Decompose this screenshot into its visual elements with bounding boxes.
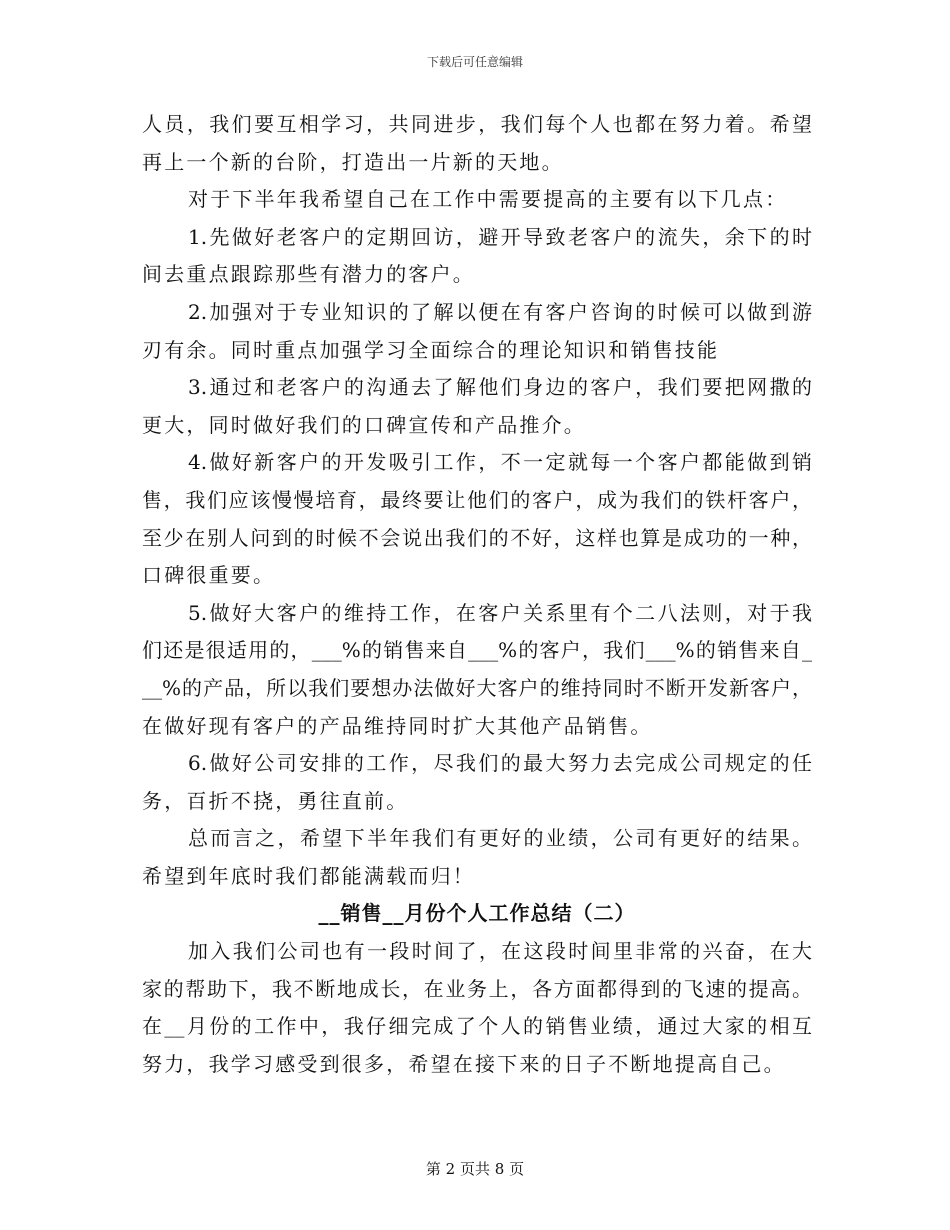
text-line: 6.做好公司安排的工作，尽我们的最大努力去完成公司规定的任 xyxy=(188,751,812,776)
text-line: 在__月份的工作中，我仔细完成了个人的销售业绩，通过大家的相互 xyxy=(142,1014,812,1039)
text-line: 们还是很适用的，___%的销售来自___%的客户，我们___%的销售来自_ xyxy=(142,638,812,663)
paragraph-block-section-two xyxy=(142,933,812,1083)
text-line: 人员，我们要互相学习，共同进步，我们每个人也都在努力着。希望 xyxy=(142,112,812,136)
text-line: 努力，我学习感受到很多，希望在接下来的日子不断地提高自己。 xyxy=(142,1051,786,1076)
text-line: 总而言之，希望下半年我们有更好的业绩，公司有更好的结果。 xyxy=(188,826,812,851)
text-line: 更大，同时做好我们的口碑宣传和产品推介。 xyxy=(142,412,586,437)
section-title: __销售__月份个人工作总结（二） xyxy=(318,901,636,926)
text-line: 间去重点跟踪那些有潜力的客户。 xyxy=(142,262,475,287)
text-line: 1.先做好老客户的定期回访，避开导致老客户的流失，余下的时 xyxy=(188,224,812,249)
text-line: 务，百折不挠，勇往直前。 xyxy=(142,788,409,813)
text-line: 售，我们应该慢慢培育，最终要让他们的客户，成为我们的铁杆客户， xyxy=(142,487,812,512)
text-line: 在做好现有客户的产品维持同时扩大其他产品销售。 xyxy=(142,713,653,738)
text-line: 加入我们公司也有一段时间了，在这段时间里非常的兴奋，在大 xyxy=(188,939,812,964)
text-line: __%的产品，所以我们要想办法做好大客户的维持同时不断开发新客户， xyxy=(142,675,812,700)
text-line: 3.通过和老客户的沟通去了解他们身边的客户，我们要把网撒的 xyxy=(188,375,812,400)
page-header: 下载后可任意编辑 xyxy=(426,55,523,69)
text-line: 刃有余。同时重点加强学习全面综合的理论知识和销售技能 xyxy=(142,337,720,362)
text-line: 至少在别人问到的时候不会说出我们的不好，这样也算是成功的一种， xyxy=(142,525,812,550)
paragraph-block xyxy=(142,106,812,895)
text-line: 5.做好大客户的维持工作，在客户关系里有个二八法则，对于我 xyxy=(188,600,812,625)
text-line: 口碑很重要。 xyxy=(142,563,276,588)
text-line: 2.加强对于专业知识的了解以便在有客户咨询的时候可以做到游 xyxy=(188,299,812,324)
text-line: 再上一个新的台阶，打造出一片新的天地。 xyxy=(142,149,564,174)
document-body xyxy=(142,106,812,1083)
text-line: 对于下半年我希望自己在工作中需要提高的主要有以下几点： xyxy=(188,187,788,212)
page-footer: 第 2 页共 8 页 xyxy=(425,1160,525,1178)
text-line: 家的帮助下，我不断地成长，在业务上，各方面都得到的飞速的提高。 xyxy=(142,976,812,1001)
text-line: 4.做好新客户的开发吸引工作，不一定就每一个客户都能做到销 xyxy=(188,450,812,475)
text-line: 希望到年底时我们都能满载而归！ xyxy=(142,863,475,888)
